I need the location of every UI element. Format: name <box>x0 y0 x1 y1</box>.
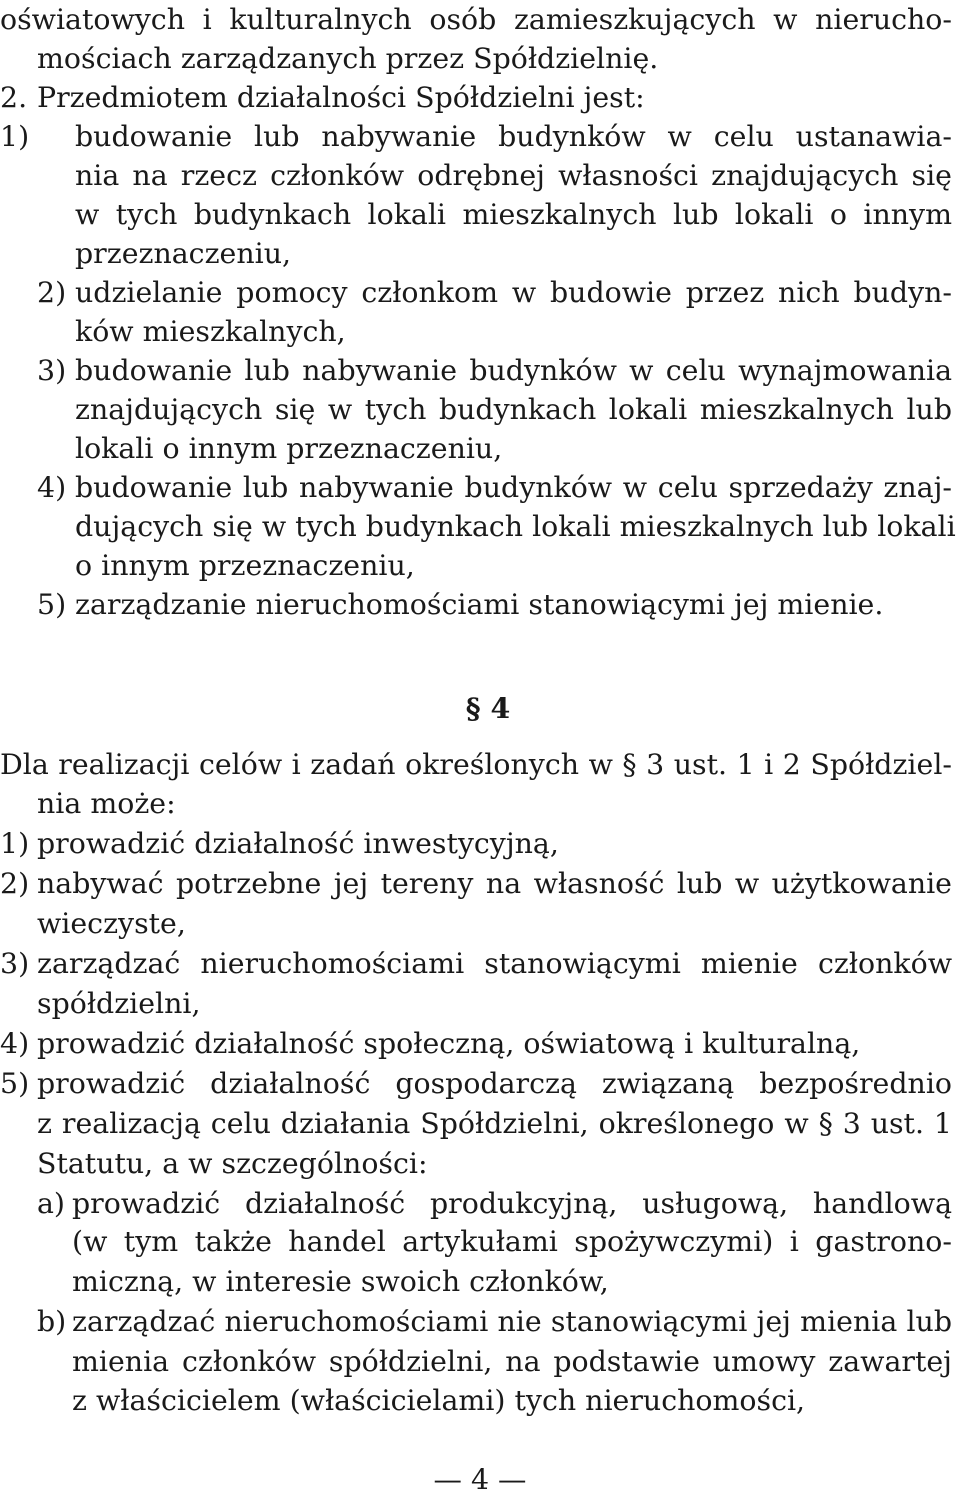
paragraph-continuation: mościach zarządzanych przez Spółdzielnię. <box>37 42 659 75</box>
list-text: spółdzielni, <box>37 987 201 1020</box>
list-number: 2. <box>0 81 28 114</box>
page-number: — 4 — <box>433 1463 527 1496</box>
list-item-cont <box>0 984 960 1024</box>
sub-list-item <box>0 1302 960 1342</box>
list-text: zarządzać nieruchomościami stanowiącymi mienie członków <box>37 947 952 980</box>
list-text: przeznaczeniu, <box>75 237 292 270</box>
list-number: 3) <box>37 354 67 387</box>
list-text: zarządzanie nieruchomościami stanowiącymi jej mienie. <box>75 588 884 621</box>
paragraph-continuation: oświatowych i kulturalnych osób zamieszkujących w nierucho- <box>0 3 952 36</box>
sub-list-item <box>0 1184 960 1224</box>
list-item-cont <box>0 312 960 352</box>
list-item-cont <box>0 507 960 547</box>
list-text: prowadzić działalność społeczną, oświatową i kulturalną, <box>37 1027 861 1060</box>
sub-list-item-cont <box>0 1222 960 1262</box>
list-text: Przedmiotem działalności Spółdzielni jest: <box>37 81 645 114</box>
section-symbol: § <box>465 691 481 725</box>
list-text: ków mieszkalnych, <box>75 315 346 348</box>
list-item <box>0 117 960 157</box>
list-item-cont <box>0 904 960 944</box>
sub-list-letter: a) <box>37 1187 66 1220</box>
section-heading <box>0 688 960 728</box>
list-text: nia na rzecz członków odrębnej własności znajdujących się <box>75 159 952 192</box>
paragraph-intro: nia może: <box>37 787 176 820</box>
list-number: 5) <box>37 588 67 621</box>
list-text: udzielanie pomocy członkom w budowie przez nich budyn- <box>75 276 952 309</box>
text-line <box>0 0 960 40</box>
list-item-cont <box>0 1104 960 1144</box>
list-number: 4) <box>0 1027 30 1060</box>
list-item <box>0 351 960 391</box>
list-text: budowanie lub nabywanie budynków w celu sprzedaży znaj- <box>75 471 952 504</box>
list-number: 1) <box>0 827 30 860</box>
paragraph-intro: Dla realizacji celów i zadań określonych w § 3 ust. 1 i 2 Spółdziel- <box>0 748 952 781</box>
list-item <box>0 273 960 313</box>
list-item <box>0 78 960 118</box>
text-line <box>0 39 960 79</box>
sub-list-letter: b) <box>37 1305 67 1338</box>
text-line <box>0 784 960 824</box>
list-text: budowanie lub nabywanie budynków w celu ustanawia- <box>75 120 952 153</box>
list-text: zarządzać nieruchomościami nie stanowiącymi jej mienia lub <box>72 1305 952 1338</box>
list-text: miczną, w interesie swoich członków, <box>72 1265 609 1298</box>
list-text: znajdujących się w tych budynkach lokali mieszkalnych lub <box>75 393 952 426</box>
sub-list-item-cont <box>0 1381 960 1421</box>
list-item <box>0 864 960 904</box>
list-item-cont <box>0 195 960 235</box>
list-item-cont <box>0 234 960 274</box>
list-item-cont <box>0 390 960 430</box>
section-number: 4 <box>490 691 511 725</box>
list-text: dujących się w tych budynkach lokali mieszkalnych lub lokali <box>75 510 956 543</box>
list-number: 5) <box>0 1067 30 1100</box>
list-text: z właścicielem (właścicielami) tych nieruchomości, <box>72 1384 806 1417</box>
text-line <box>0 745 960 785</box>
list-item-cont <box>0 1144 960 1184</box>
list-text: budowanie lub nabywanie budynków w celu wynajmowania <box>75 354 952 387</box>
list-text: lokali o innym przeznaczeniu, <box>75 432 503 465</box>
list-number: 2) <box>37 276 67 309</box>
list-item-cont <box>0 546 960 586</box>
list-item-cont <box>0 429 960 469</box>
list-item <box>0 585 960 625</box>
list-text: prowadzić działalność gospodarczą związaną bezpośrednio <box>37 1067 952 1100</box>
list-item-cont <box>0 156 960 196</box>
list-text: prowadzić działalność produkcyjną, usługową, handlową <box>72 1187 952 1220</box>
list-item <box>0 468 960 508</box>
list-text: o innym przeznaczeniu, <box>75 549 415 582</box>
list-text: Statutu, a w szczególności: <box>37 1147 428 1180</box>
list-number: 4) <box>37 471 67 504</box>
sub-list-item-cont <box>0 1342 960 1382</box>
list-item <box>0 944 960 984</box>
list-text: nabywać potrzebne jej tereny na własność lub w użytkowanie <box>37 867 952 900</box>
list-number: 3) <box>0 947 30 980</box>
list-item <box>0 1064 960 1104</box>
list-text: z realizacją celu działania Spółdzielni, określonego w § 3 ust. 1 <box>37 1107 952 1140</box>
list-text: wieczyste, <box>37 907 186 940</box>
list-number: 1) <box>0 120 30 153</box>
list-text: mienia członków spółdzielni, na podstawie umowy zawartej <box>72 1345 952 1378</box>
list-number: 2) <box>0 867 30 900</box>
sub-list-item-cont <box>0 1262 960 1302</box>
list-text: w tych budynkach lokali mieszkalnych lub lokali o innym <box>75 198 952 231</box>
list-item <box>0 1024 960 1064</box>
list-item <box>0 824 960 864</box>
list-text: prowadzić działalność inwestycyjną, <box>37 827 559 860</box>
list-text: (w tym także handel artykułami spożywczymi) i gastrono- <box>72 1225 952 1258</box>
